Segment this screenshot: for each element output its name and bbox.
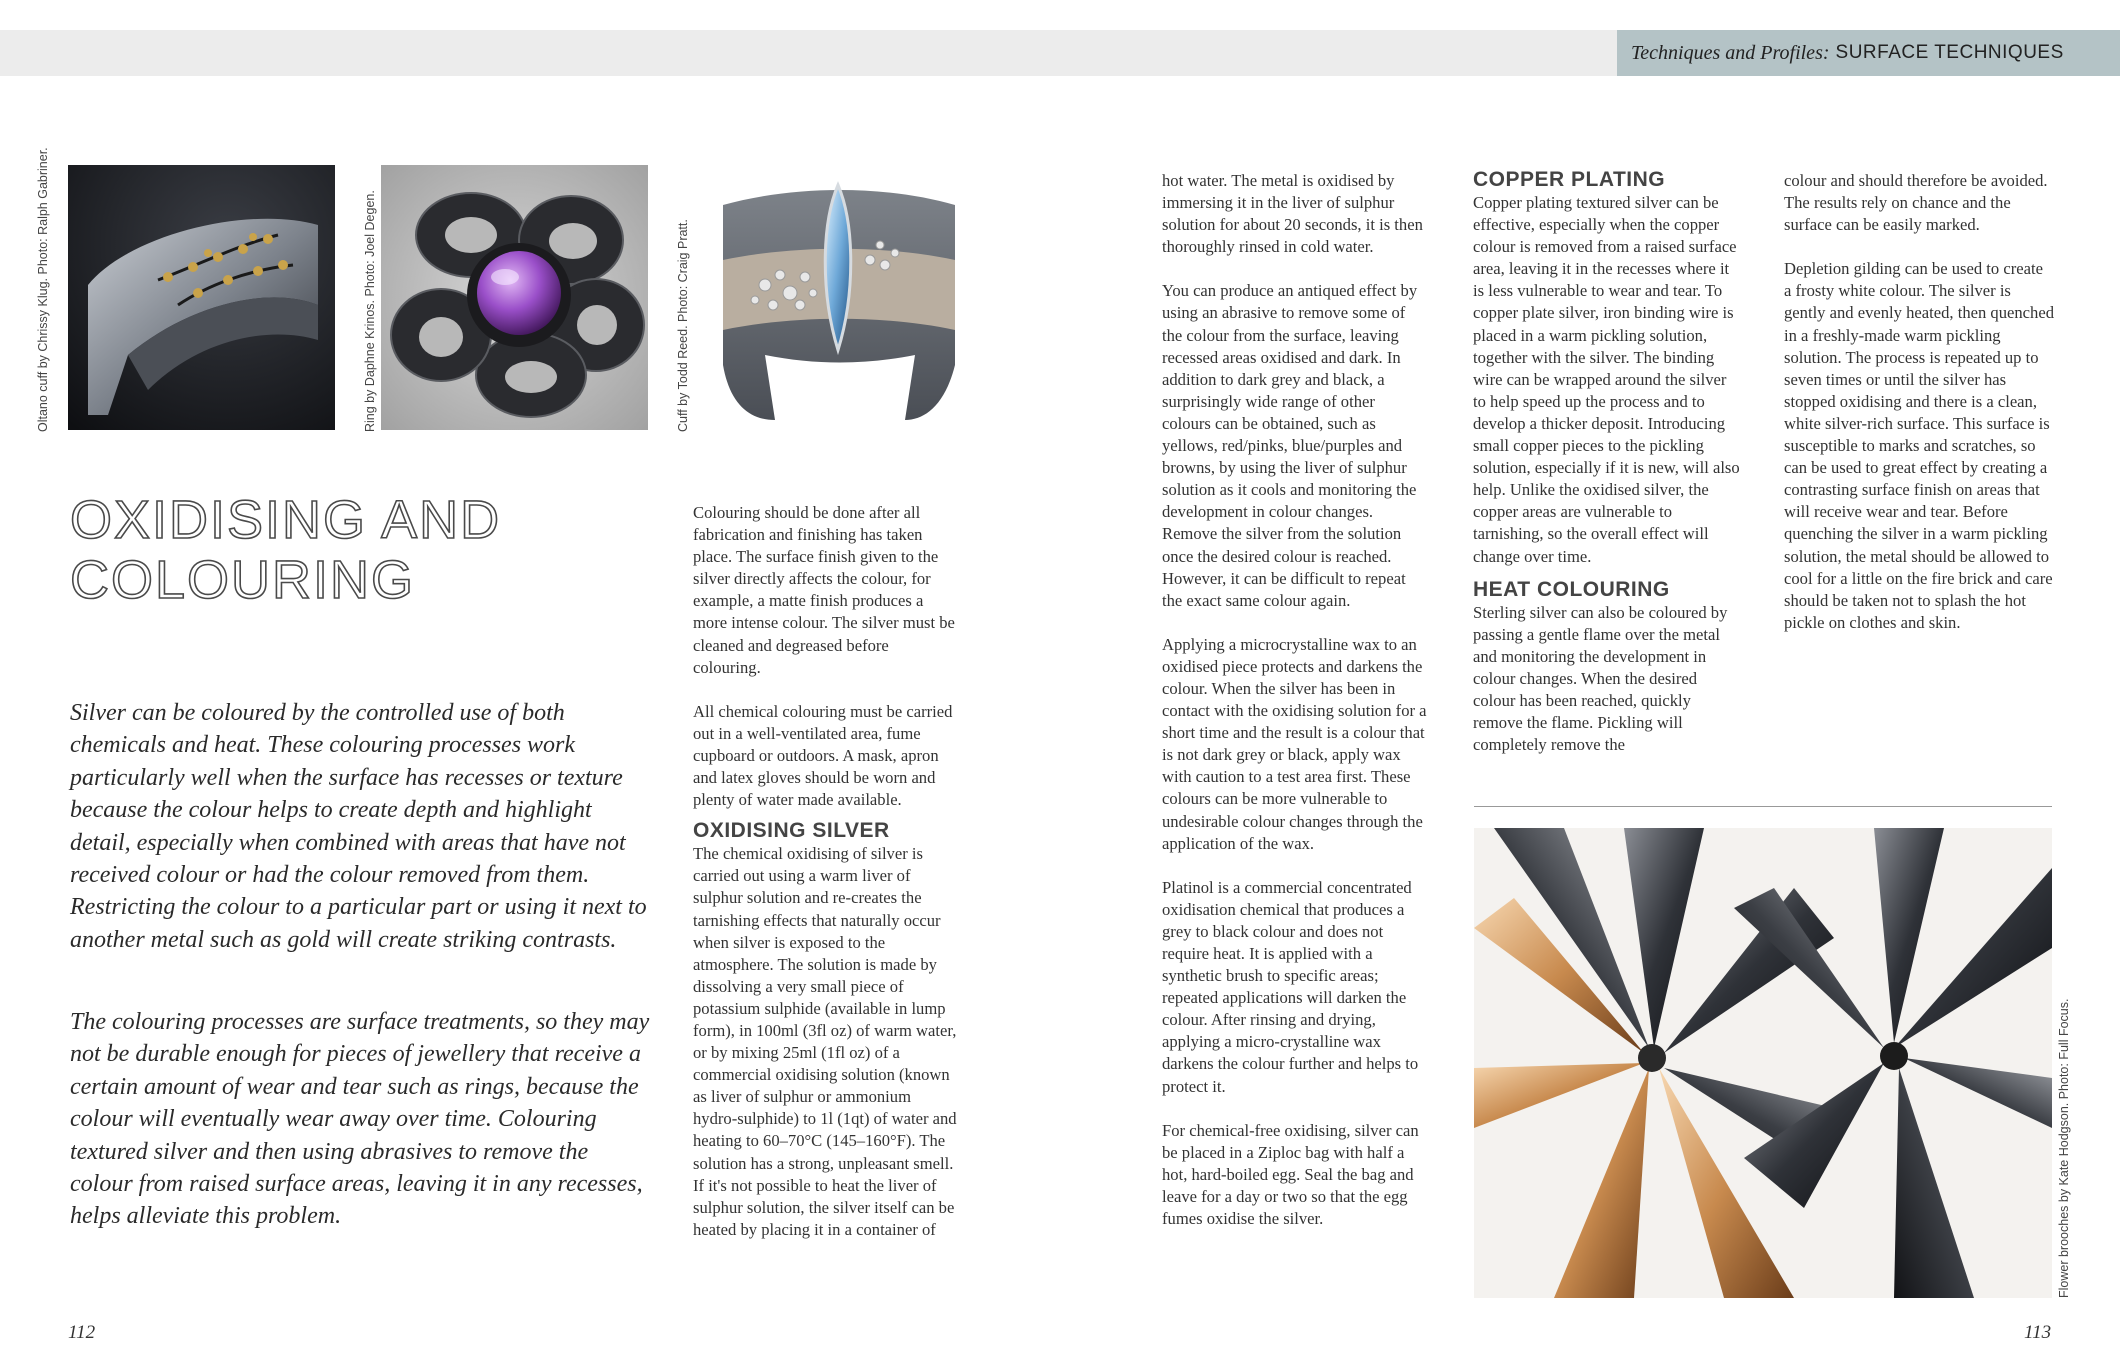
- page-number-left: 112: [68, 1322, 96, 1343]
- section-header-caps: SURFACE TECHNIQUES: [1835, 42, 2064, 63]
- copper-plating-heading: COPPER PLATING: [1473, 168, 1666, 191]
- intro-paragraph-1: Silver can be coloured by the controlled use of both chemicals and heat. These colouring processes work particularly well when the surface has recesses or texture because the colour helps to create depth and highlight detail, especially when combined with areas that have not received colour or had the colour removed from them. Restricting the colour to a particular part or using it next to another metal such as gold will create striking contrasts.: [70, 700, 647, 953]
- body-column-2: [1162, 170, 1427, 1230]
- ring-photo: [381, 165, 648, 430]
- flower-brooches-photo: [1474, 828, 2052, 1298]
- brooch-caption: Flower brooches by Kate Hodgson. Photo: Full Focus.: [2057, 998, 2071, 1298]
- ring-caption: Ring by Daphne Krinos. Photo: Joel Degen.: [363, 190, 377, 432]
- col1-paragraph-1: Colouring should be done after all fabrication and finishing has taken place. The surface finish given to the silver directly affects the colour, for example, a matte finish produces a more intense colour. The silver must be cleaned and degreased before colouring.: [693, 503, 955, 677]
- col2-paragraph-4: Platinol is a commercial concentrated oxidisation chemical that produces a grey to black colour and does not require heat. It is applied with a synthetic brush to specific areas; repeated applications will darken the colour. After rinsing and drying, applying a micro-crystalline wax darkens the colour further and helps to protect it.: [1162, 877, 1419, 1096]
- body-column-1: [693, 502, 958, 1241]
- cuff-photo-1: [68, 165, 335, 430]
- divider: [1474, 806, 2052, 807]
- col4-paragraph-1: colour and should therefore be avoided. The results rely on chance and the surface can be easily marked.: [1784, 171, 2048, 235]
- section-header: [1617, 30, 2120, 76]
- col2-paragraph-2: You can produce an antiqued effect by using an abrasive to remove some of the colour from the surface, leaving recessed areas oxidised and dark. In addition to dark grey and black, a surprisingly wide range of other colours can be obtained, such as yellows, red/pinks, blue/purples and browns, by using the liver of sulphur solution as it cools and monitoring the development in colour changes. Remove the silver from the solution once the desired colour is reached. However, it can be difficult to repeat the exact same colour again.: [1162, 281, 1418, 610]
- intro-paragraph-2: The colouring processes are surface treatments, so they may not be durable enough for pieces of jewellery that receive a certain amount of wear and tear such as rings, because the colour will eventually wear away over time. Colouring textured silver and then using abrasives to remove the colour from raised surface areas, leaving it in any recesses, helps alleviate this problem.: [70, 1009, 650, 1230]
- col2-paragraph-3: Applying a microcrystalline wax to an oxidised piece protects and darkens the colour. When the silver has been in contact with the oxidising solution for a short time and the result is a colour that is not dark grey or black, apply wax with caution to a test area first. These colours can be more vulnerable to undesirable colour changes through the application of the wax.: [1162, 634, 1427, 853]
- heat-colouring-heading: HEAT COLOURING: [1473, 577, 1670, 601]
- cuff-2-caption: Cuff by Todd Reed. Photo: Craig Pratt.: [676, 219, 690, 432]
- page-title: [70, 490, 630, 610]
- oxidising-silver-heading: OXIDISING SILVER: [693, 819, 890, 843]
- cuff-photo-2: [705, 165, 972, 430]
- col1-paragraph-3: The chemical oxidising of silver is carried out using a warm liver of sulphur solution and re-creates the tarnishing effects that naturally occur when silver is exposed to the atmosphere. The solution is made by dissolving a very small piece of potassium sulphide (available in lump form), in 100ml (3fl oz) of warm water, or by mixing 25ml (1fl oz) of a commercial oxidising solution (known as liver of sulphur or ammonium hydro-sulphide) to 1l (1qt) of water and heating to 60–70°C (145–160°F). The solution has a strong, unpleasant smell. If it's not possible to heat the liver of sulphur solution, the silver itself can be heated by placing it in a container of: [693, 844, 957, 1239]
- page-number-right: 113: [2024, 1322, 2052, 1343]
- col2-paragraph-5: For chemical-free oxidising, silver can be placed in a Ziploc bag with half a hot, hard-boiled egg. Seal the bag and leave for a day or two so that the egg fumes oxidise the silver.: [1162, 1120, 1419, 1229]
- col2-paragraph-1: hot water. The metal is oxidised by immersing it in the liver of sulphur solution for about 20 seconds, it is then thoroughly rinsed in cold water.: [1162, 171, 1423, 257]
- section-header-italic: Techniques and Profiles:: [1631, 41, 1830, 64]
- col3-paragraph-1: Copper plating textured silver can be effective, especially when the copper colour is removed from a raised surface area, leaving it in the recesses where it is less vulnerable to wear and tear. To copper plate silver, iron binding wire is placed in a warm pickling solution, together with the silver. The binding wire can be wrapped around the silver to help speed up the process and to develop a thicker deposit. Introducing small copper pieces to the pickling solution, especially if it is new, will also help. Unlike the oxidised silver, the copper areas are vulnerable to tarnishing, so the overall effect will change over time.: [1473, 193, 1740, 566]
- page-title-line-2: COLOURING: [70, 550, 416, 610]
- page-title-line-1: OXIDISING AND: [70, 490, 502, 550]
- body-column-3: [1473, 168, 1743, 756]
- col4-paragraph-2: Depletion gilding can be used to create a frosty white colour. The silver is gently and evenly heated, then quenched in a freshly-made warm pickling solution. The process is repeated up to seven times or until the silver has stopped oxidising and there is a clean, white silver-rich surface. This surface is susceptible to marks and scratches, so can be used to great effect by creating a contrasting surface finish on areas that will receive wear and tear. Before quenching the silver in a warm pickling solution, the metal should be allowed to cool for a little on the fire brick and care should be taken not to splash the hot pickle on clothes and skin.: [1784, 259, 2055, 632]
- col3-paragraph-2: Sterling silver can also be coloured by passing a gentle flame over the metal and monitoring the development in colour changes. When the desired colour has been reached, quickly remove the flame. Pickling will completely remove the: [1473, 602, 1728, 755]
- col1-paragraph-2: All chemical colouring must be carried out in a well-ventilated area, fume cupboard or outdoors. A mask, apron and latex gloves should be worn and plenty of water made available.: [693, 701, 953, 810]
- cuff-1-caption: Oltano cuff by Chrissy Klug. Photo: Ralph Gabriner.: [36, 147, 50, 432]
- body-column-4: [1784, 170, 2054, 634]
